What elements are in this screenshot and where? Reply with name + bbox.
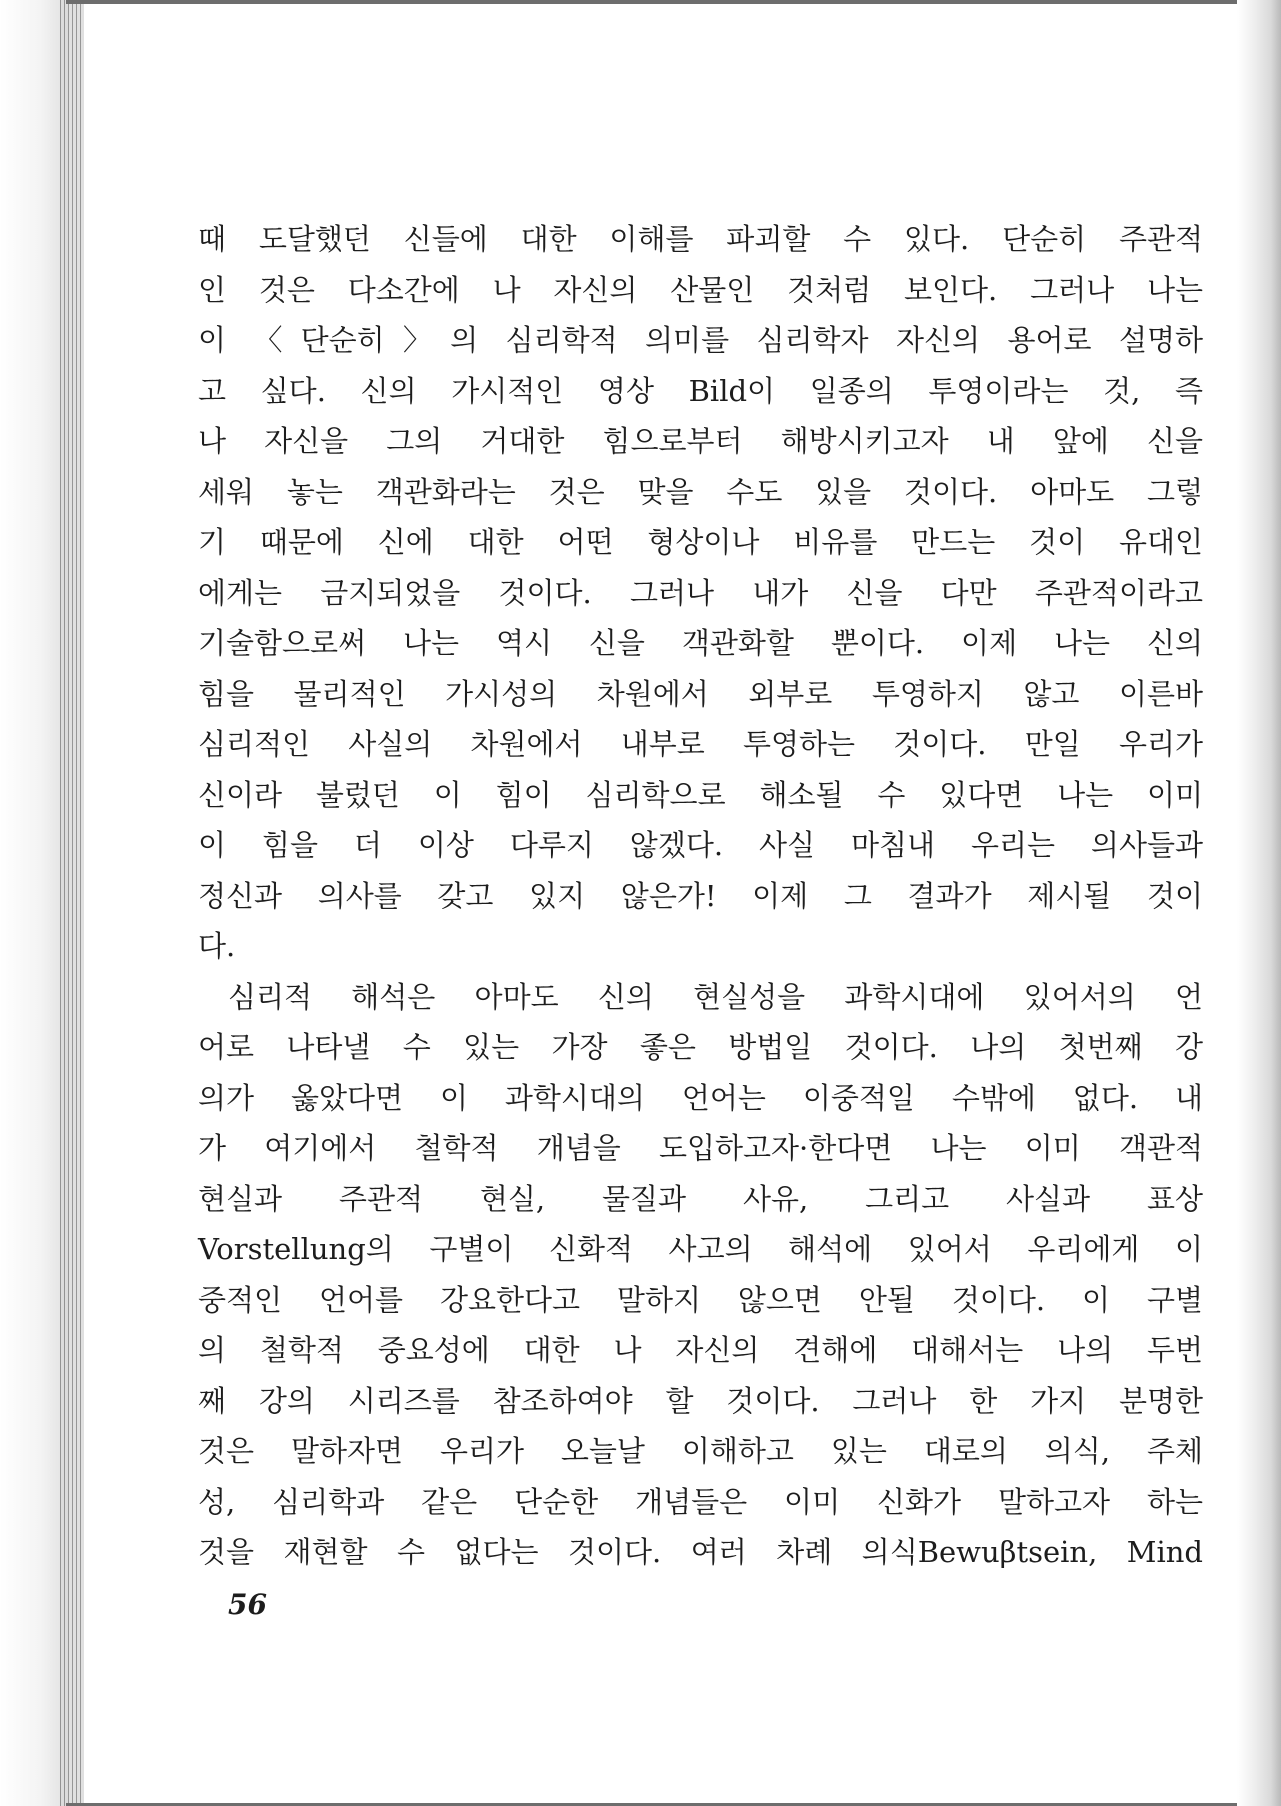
text-line: 의가 옳았다면 이 과학시대의 언어는 이중적일 수밖에 없다. 내 — [198, 1080, 1203, 1115]
page-sheet — [84, 4, 1236, 1803]
page-stack-edge — [60, 0, 84, 1806]
text-line: 때 도달했던 신들에 대한 이해를 파괴할 수 있다. 단순히 주관적 — [198, 222, 1203, 256]
text-line: 인 것은 다소간에 나 자신의 산물인 것처럼 보인다. 그러나 나는 — [198, 272, 1203, 307]
text-line: 가 여기에서 철학적 개념을 도입하고자·한다면 나는 이미 객관적 — [198, 1131, 1203, 1165]
text-line: 기 때문에 신에 대한 어떤 형상이나 비유를 만드는 것이 유대인 — [198, 525, 1203, 559]
text-line: 힘을 물리적인 가시성의 차원에서 외부로 투영하지 않고 이른바 — [198, 676, 1203, 711]
text-line: 기술함으로써 나는 역시 신을 객관화할 뿐이다. 이제 나는 신의 — [198, 626, 1203, 660]
text-line: 에게는 금지되었을 것이다. 그러나 내가 신을 다만 주관적이라고 — [198, 575, 1203, 610]
text-line: Vorstellung의 구별이 신화적 사고의 해석에 있어서 우리에게 이 — [198, 1232, 1203, 1266]
text-line: 세워 놓는 객관화라는 것은 맞을 수도 있을 것이다. 아마도 그렇 — [198, 474, 1203, 509]
text-line: 성, 심리학과 같은 단순한 개념들은 이미 신화가 말하고자 하는 — [198, 1484, 1203, 1519]
text-line: 현실과 주관적 현실, 물질과 사유, 그리고 사실과 표상 — [198, 1181, 1203, 1216]
text-line: 심리적인 사실의 차원에서 내부로 투영하는 것이다. 만일 우리가 — [198, 727, 1203, 761]
body-text — [198, 214, 1203, 1578]
text-line: 중적인 언어를 강요한다고 말하지 않으면 안될 것이다. 이 구별 — [198, 1282, 1203, 1317]
text-line: 신이라 불렀던 이 힘이 심리학으로 해소될 수 있다면 나는 이미 — [198, 777, 1203, 812]
text-line: 이 〈단순히〉의 심리학적 의미를 심리학자 자신의 용어로 설명하 — [198, 323, 1203, 357]
text-line: 것을 재현할 수 없다는 것이다. 여러 차례 의식Bewuβtsein, Mind — [198, 1535, 1203, 1569]
text-line: 정신과 의사를 갖고 있지 않은가! 이제 그 결과가 제시될 것이 — [198, 878, 1203, 913]
paragraph-start-line: 심리적 해석은 아마도 신의 현실성을 과학시대에 있어서의 언 — [228, 979, 1203, 1014]
text-line: 째 강의 시리즈를 참조하여야 할 것이다. 그러나 한 가지 분명한 — [198, 1383, 1203, 1418]
page-right-shadow — [1237, 0, 1281, 1806]
text-line: 것은 말하자면 우리가 오늘날 이해하고 있는 대로의 의식, 주체 — [198, 1434, 1203, 1468]
text-line: 다. — [198, 929, 236, 963]
text-line: 어로 나타낼 수 있는 가장 좋은 방법일 것이다. 나의 첫번째 강 — [198, 1030, 1203, 1064]
text-line: 나 자신을 그의 거대한 힘으로부터 해방시키고자 내 앞에 신을 — [198, 424, 1203, 458]
page-number: 56 — [228, 1588, 267, 1621]
book-binding-edge — [0, 0, 68, 1806]
text-line: 의 철학적 중요성에 대한 나 자신의 견해에 대해서는 나의 두번 — [198, 1333, 1203, 1367]
text-line: 이 힘을 더 이상 다루지 않겠다. 사실 마침내 우리는 의사들과 — [198, 828, 1203, 862]
text-line: 고 싶다. 신의 가시적인 영상 Bild이 일종의 투영이라는 것, 즉 — [198, 373, 1203, 408]
